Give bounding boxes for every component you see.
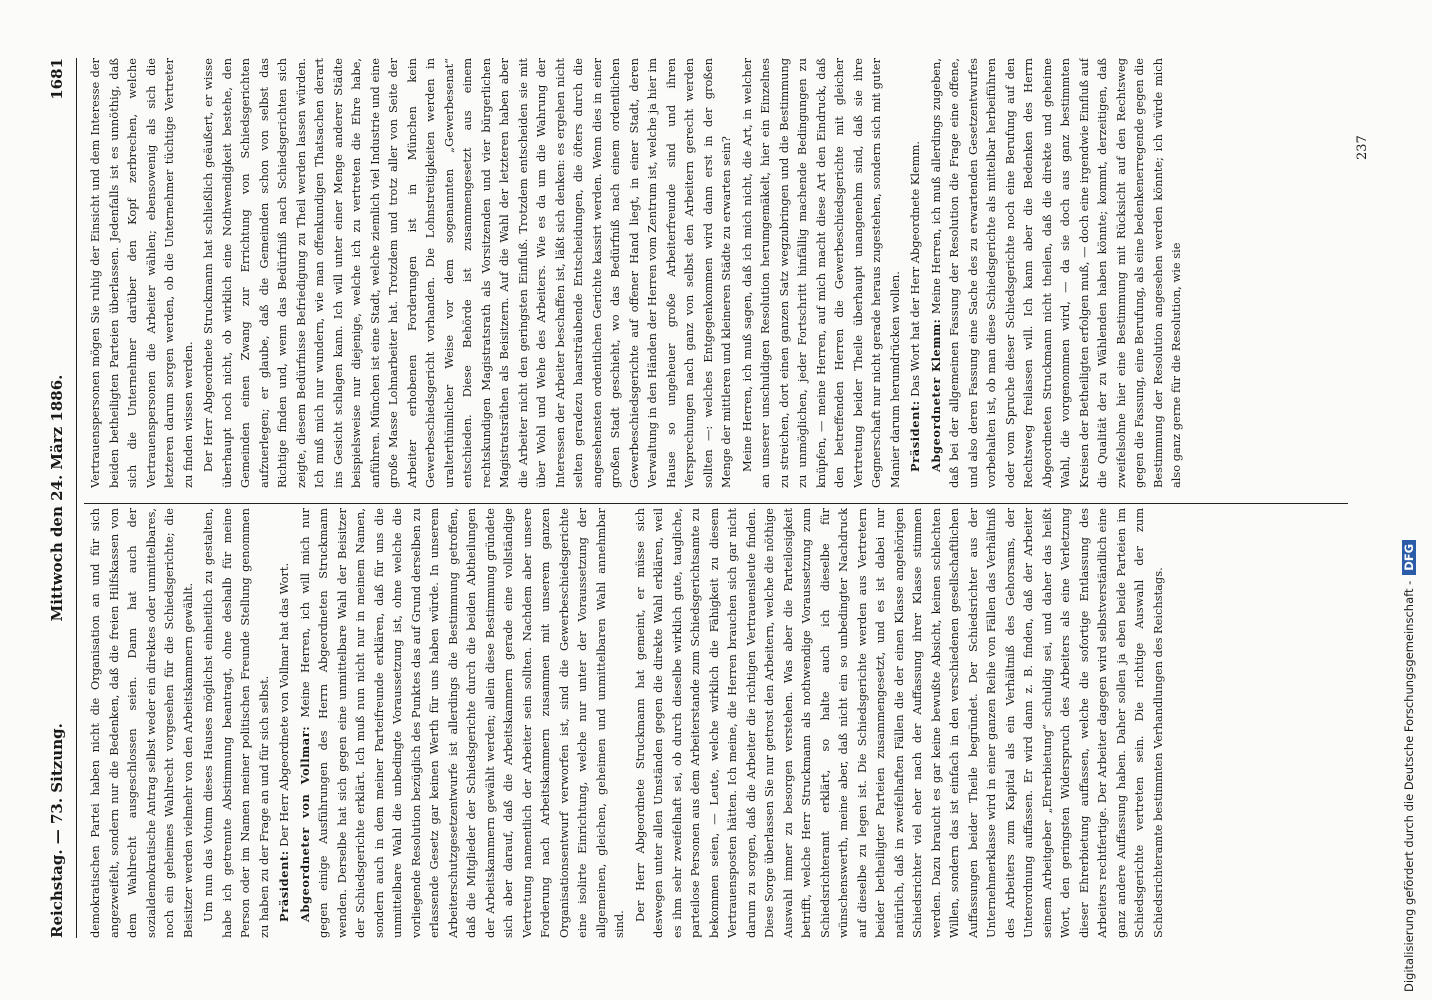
paragraph: Um nun das Votum dieses Hauses möglichst einheitlich zu gestalten, habe ich getrennte Abstimmung beantragt, ohne deshalb für meine Person oder im Namen meiner politischen Freunde Stellung genommen zu haben zu der Frage an und für sich selbst.	[201, 508, 271, 938]
sheet-number: 237	[1355, 135, 1370, 160]
speaker-label: Abgeordneter Klemm:	[928, 318, 943, 472]
speaker-label: Abgeordneter von Vollmar:	[297, 725, 312, 922]
text-column-left	[86, 508, 1346, 938]
speech-text: Das Wort hat der Herr Abgeordnete Klemm.	[908, 141, 922, 401]
speech-text: Meine Herren, ich muß allerdings zugeben, daß bei der allgemeinen Fassung der Resolution die Frage eine offene, und also deren Fassung eine Sache des zu erwartenden Gesetzentwurfes vorbehalten ist, ob man diese Schiedsgerichte als mittelbar herbeiführen oder vom Spruche dieser Schiedsgerichte noch eine Berufung auf den Rechtsweg freilassen will. Ich kann aber die Bedenken des Herrn Abgeordneten Struckmann nicht theilen, daß die direkte und geheime Wahl, die vorgenommen wird, — da sie doch aus ganz bestimmten Kreisen der Betheiligten erfolgen muß, — doch eine irgendwie Einfluß auf die Qualität der zu Wählenden haben könnte; kommt, derzeitigen, daß zweifelsohne hier eine Bestimmung mit Rücksicht auf den Rechtsweg gegen die Fassung, eine Berufung, als eine bedenkenerregende gegen die Bestimmung der Resolution angesehen werden könnte; ich würde mich also ganz gerne für die Resolution, wie sie	[928, 58, 1183, 488]
paragraph: Vertrauenspersonen mögen Sie ruhig der Einsicht und dem Interesse der beiden betheiligten Parteien überlassen. Jedenfalls ist es unnöthig, daß sich die Unternehmer darüber den Kopf zerbrechen, welche Vertrauenspersonen die Arbeiter wählen; ebensowenig als sich die letzteren darum sorgen werden, ob die Unternehmer tüchtige Vertreter zu finden wissen werden.	[88, 58, 195, 488]
speech-paragraph	[296, 508, 629, 938]
speech-text: Meine Herren, ich will mich nur gegen einige Ausführungen des Herrn Abgeordneten Struckmann wenden. Derselbe hat sich gegen eine unmittelbare Wahl der Beisitzer der Schiedsgerichte erklärt. Ich muß nun nicht nur in meinem Namen, sondern auch in dem meiner Parteifreunde erklären, daß für uns die unmittelbare Wahl die unbedingte Voraussetzung ist, ohne welche die vorliegende Resolution bezüglich des Punktes das auf Grund derselben zu erlassende Gesetz gar keinen Werth für uns haben würde. In unserem Arbeiterschutzgesetzentwurfe ist allerdings die Bestimmung getroffen, daß die Mitglieder der Schiedsgerichte durch die beiden Abtheilungen der Arbeitskammern gewählt werden; allein diese Bestimmung gründete sich aber darauf, daß die Arbeitskammern gerade eine vollständige Vertretung namentlich der Arbeiter sein sollten. Nachdem aber unsere Forderung nach Arbeitskammern zusammen mit unserem ganzen Organisationsentwurf verworfen ist, sind die Gewerbeschiedsgerichte eine isolirte Einrichtung, welche nur unter der Voraussetzung der allgemeinen, gleichen, geheimen und unmittelbaren Wahl annehmbar sind.	[297, 508, 626, 938]
digitization-note	[1402, 8, 1424, 992]
header-rule	[76, 58, 77, 938]
speech-paragraph	[927, 58, 1186, 488]
paragraph: Meine Herren, ich muß sagen, daß ich mich nicht, die Art, in welcher an unserer unschuldigen Resolution herumgemäkelt, hier ein Einzelnes zu streichen, dort einen ganzen Satz wegzubringen und die Bestimmung zu unmöglichen, jeder Fortschritt hinfällig machende Bedingungen zu knüpfen, — meine Herren, auf mich macht diese Art den Eindruck, daß den betreffenden Herren die Gewerbeschiedsgerichte mit gleicher Vertretung beider Theile überhaupt unangenehm sind, daß sie ihre Gegnerschaft nur nicht gerade heraus zugestehen, sondern sich mit guter Manier darum herumdrücken wollen.	[739, 58, 902, 488]
page-header	[48, 58, 72, 938]
speech-paragraph	[906, 58, 925, 488]
speaker-label: Präsident:	[277, 850, 291, 922]
digitization-text: Digitalisierung gefördert durch die Deutsche Forschungsgemeinschaft -	[1402, 580, 1416, 992]
paragraph: Der Herr Abgeordnete Struckmann hat gemeint, er müsse sich deswegen unter allen Umständen gegen die direkte Wahl erklären, weil es ihm sehr zweifelhaft sei, ob durch dieselbe wirklich gute, taugliche, parteilose Personen aus dem Arbeiterstande zum Schiedsgerichtsamte zu bekommen seien, — Leute, welche wirklich die Fähigkeit zu diesem Vertrauensposten hätten. Ich meine, die Herren brauchen sich gar nicht darum zu sorgen, daß die Arbeiter die richtigen Vertrauensleute finden. Diese Sorge überlassen Sie nur getrost den Arbeitern, welche die nöthige Auswahl immer zu besorgen verstehen. Was aber die Parteilosigkeit betrifft, welche Herr Struckmann als nothwendige Voraussetzung zum Schiedsrichteramt erklärt, so halte auch ich dieselbe für wünschenswerth, meine aber, daß nicht ein so unbedingter Nachdruck auf dieselbe zu legen ist. Die Schiedsgerichte werden aus Vertretern beider betheiligter Parteien zusammengesetzt, und es ist dabei nur natürlich, daß in zweifelhaften Fällen die der einen Klasse angehörigen Schiedsrichter viel eher nach der Auffassung ihrer Klasse stimmen werden. Dazu braucht es gar keine bewußte Absicht, keinen schlechten Willen, sondern das ist einfach in den verschiedenen gesellschaftlichen Auffassungen beider Theile begründet. Der Schiedsrichter aus der Unternehmerklasse wird in einer ganzen Reihe von Fällen das Verhältniß des Arbeiters zum Kapital als ein Verhältniß des Gehorsams, der Unterordnung auffassen. Er wird dann z. B. finden, daß der Arbeiter seinem Arbeitgeber „Ehrerbietung“ schuldig sei, und daher das heißt Wort, den geringsten Widerspruch des Arbeiters als eine Verletzung dieser Ehrerbietung auffassen, welche die sofortige Entlassung des Arbeiters rechtfertige. Der Arbeiter dagegen wird selbstverständlich eine ganz andere Auffassung haben. Daher sollen ja eben beide Parteien im Schiedsgerichte vertreten sein. Die richtige Auswahl der zum Schiedsrichteramte bestimmten Verhandlungen des Reichstags.	[632, 508, 1165, 938]
page-number: 1681	[48, 58, 66, 100]
header-date: Mittwoch den 24. März 1886.	[48, 374, 66, 622]
paragraph: demokratischen Partei haben nicht die Organisation an und für sich angezweifelt, sondern nur die Bedenken, daß die freien Hilfskassen von dem Wahlrecht ausgeschlossen seien. Dann hat auch der sozialdemokratische Antrag selbst weder ein direktes oder unmittelbares, noch ein geheimes Wahlrecht vorgesehen für die Schiedsgerichte; die Beisitzer werden vielmehr von den Arbeitskammern gewählt.	[88, 508, 195, 938]
text-column-right	[86, 58, 1346, 488]
speech-text: Der Herr Abgeordnete von Vollmar hat das Wort.	[277, 562, 291, 851]
column-divider	[84, 503, 1348, 504]
speech-paragraph	[275, 508, 294, 938]
paragraph: Der Herr Abgeordnete Struckmann hat schließlich geäußert, er wisse überhaupt noch nicht, ob wirklich eine Nothwendigkeit bestehe, den Gemeinden einen Zwang zur Errichtung von Schiedsgerichten aufzuerlegen; er glaube, daß die Gemeinden schon von selbst das Richtige finden und, wenn das Bedürfniß nach Schiedsgerichten sich zeigte, diesem Bedürfnisse Befriedigung zu Theil werden lassen würden. Ich muß mich nur wundern, wie man offenkundigen Thatsachen derart ins Gesicht schlagen kann. Ich will unter einer Menge anderer Städte beispielsweise nur diejenige, welche ich zu vertreten die Ehre habe, anführen. München ist eine Stadt, welche ziemlich viel Industrie und eine große Masse Lohnarbeiter hat. Trotzdem und trotz aller von Seite der Arbeiter erhobenen Forderungen ist in München kein Gewerbeschiedsgericht vorhanden. Die Lohnstreitigkeiten werden in uralterthümlicher Weise vor dem sogenannten „Gewerbesenat“ entschieden. Diese Behörde ist zusammengesetzt aus einem rechtskundigen Magistratsrath als Vorsitzenden und vier bürgerlichen Magistratsräthen als Beisitzern. Auf die Wahl der letzteren haben aber die Arbeiter nicht den geringsten Einfluß. Trotzdem entscheiden sie mit über Wohl und Wehe des Arbeiters. Wie es da um die Wahrung der Interessen der Arbeiter beschaffen ist, läßt sich denken: es ergehen nicht selten geradezu haarsträubende Entscheidungen, die öfters durch die angesehensten ordentlichen Gerichte kassirt werden. Wenn dies in einer großen Stadt geschieht, wo das Bedürfniß nach einem ordentlichen Gewerbeschiedsgerichte auf offener Hand liegt, in einer Stadt, deren Verwaltung in den Händen der Herren vom Zentrum ist, welche ja hier im Hause so ungeheuer große Arbeiterfreunde sind und ihren Versprechungen nach ganz von selbst den Arbeitern gerecht werden sollten —: welches Entgegenkommen wird dann erst in der großen Menge der mittleren und kleineren Städte zu erwarten sein?	[201, 58, 733, 488]
speaker-label: Präsident:	[908, 400, 922, 472]
dfg-logo: DFG	[1402, 540, 1416, 575]
header-left: Reichstag. — 73. Sitzung.	[48, 723, 66, 938]
